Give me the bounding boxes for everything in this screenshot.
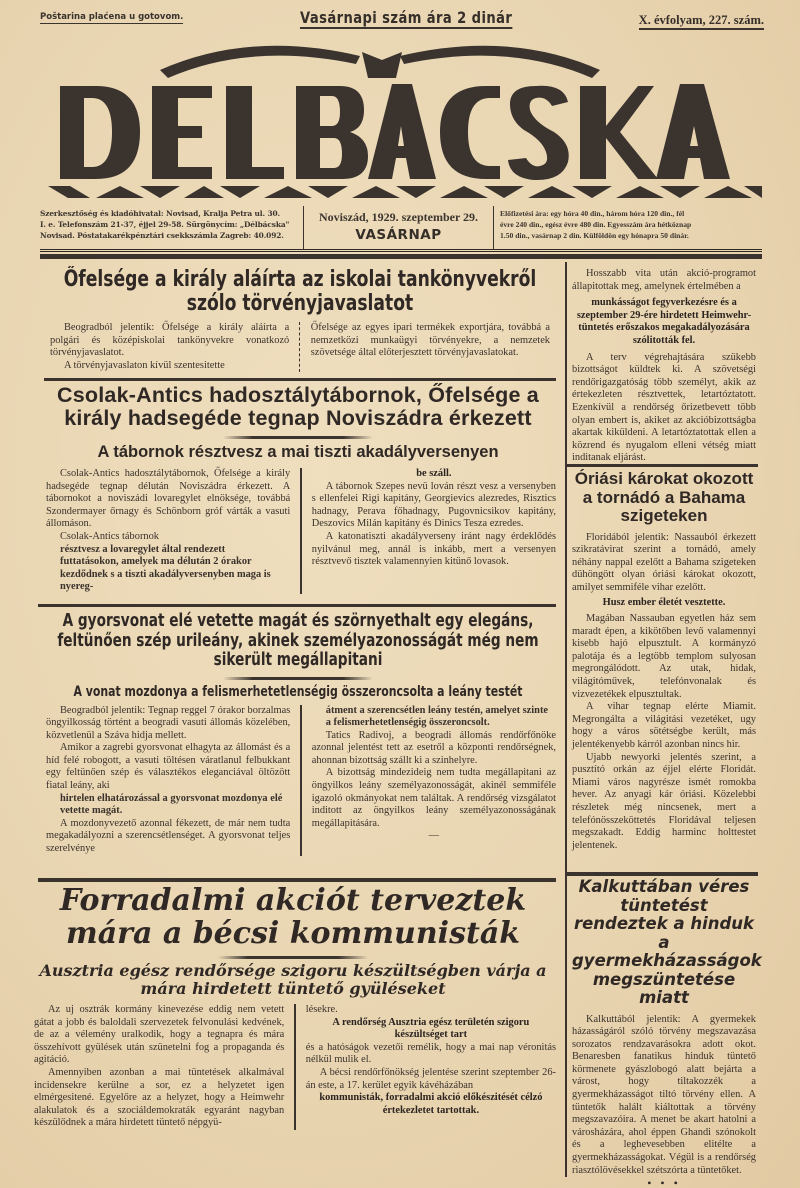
paragraph: Őfelsége az egyes ipari termékek exportjára, továbbá a nemzetközi munkaügyi törvényekre, a nemzetek szövetsége által előterjesztett törvényjavaslatokat.: [310, 322, 550, 359]
paragraph: A tábornok Szepes nevü lován részt vesz a versenyben s ellenfelei Rigi kapitány, Georgievics alezredes, Risztics hadnagy, Perava főhadnagy, Pugovnicsikov kapitány, Deszovics Milán kapitány és Dinics Tesza ezredes.: [311, 480, 556, 530]
paragraph: Hosszabb vita után akció-programot állapitottak meg, amelynek értelmében a: [572, 268, 756, 292]
column-divider: [565, 262, 567, 1177]
highlighted-paragraph: hirtelen elhatározással a gyorsvonat mozdonya elé vetette magát.: [60, 792, 283, 817]
column-separator: [299, 322, 301, 372]
paragraph: Ujabb newyorki jelentés szerint, a pusztító orkán az éjjel elérte Floridát. Miami város nagyrésze ismét romokba hever. Az anyagi kár óriási. Közelebbi részletek még nincsenek, mert a telefónösszeköttetés Floridával teljesen megszakadt. Eddig harminc holttestet jelentenek.: [572, 751, 756, 851]
paragraph: Magában Nassauban egyetlen ház sem maradt épen, a kikötőben levő valamennyi kisebb hajó elpusztult. A kormányzó palotája és a legtöbb templom sulyosan megrongálódott. Az utak, hidak, világitóművek, telefónvonalak és vizvezetékek elpusztultak.: [572, 613, 756, 700]
paragraph: A törvényjavaslaton kívül szentesitette: [64, 359, 225, 371]
article-calcutta: [572, 877, 762, 1188]
headline: Forradalmi akciót terveztek mára a bécsi kommunisták: [59, 883, 527, 951]
header-divider: [40, 254, 762, 259]
headline: Óriási károkat okozott a tornádó a Bahama szigeteken: [574, 469, 754, 525]
article-body: [40, 705, 556, 856]
subscription-line: 1.50 din., vasárnap 2 din. Külföldön egy hónapra 50 dinár.: [500, 231, 689, 240]
highlighted-paragraph: résztvesz a lovaregylet által rendezett futtatásokon, amelyek ma délután 2 órakor kezdődnek s a tiszti akadályversenyben maga is nyereg-: [60, 543, 271, 593]
editorial-address: Szerkesztőség és kiadóhivatal: Novisad, Kralja Petra ul. 30.: [40, 209, 280, 218]
divider: [44, 378, 556, 381]
paragraph: Amikor a zagrebi gyorsvonat elhagyta az állomást és a híd felé robogott, a vasuti töltésen váratlanul felbukkant egy feltünően szép és választékos eleganciával öltözött fiatal leány, aki: [46, 742, 291, 792]
paragraph: Floridából jelentik: Nassauból érkezett szikratávirat szerint a tornádó, amely néhány nappal ezelőtt a Bahama szigeteken dühöngött olyan óriási károkat okozott, amilyet semmiféle vihar ezelőtt.: [572, 531, 756, 593]
issue-date: Noviszád, 1929. szeptember 29.: [318, 210, 479, 224]
info-bar: [40, 206, 762, 252]
article-bahamas: [572, 470, 756, 852]
highlighted-paragraph: kommunisták, forradalmi akció előkészitését célzó értekezletet tartottak.: [319, 1092, 543, 1116]
editorial-phone: I. e. Telefonszám 21-37, éjjel 29-58. Sürgönycím: „Délbácska": [40, 220, 290, 229]
paragraph: A bécsi rendőrfőnökség jelentése szerint szeptember 26-án este, a 17. kerület egyik kávéházában: [305, 1066, 556, 1091]
highlighted-paragraph: A rendőrség Ausztria egész területén szigoru készültséget tart: [332, 1016, 530, 1041]
divider: [223, 436, 373, 439]
masthead: [40, 34, 766, 202]
masthead-logo: [40, 34, 766, 202]
paragraph: Kalkuttából jelentik: A gyermekek házasságáról szóló törvény megszavazása sorozatos rendzavarásokra adott okot. Benaresben fanatikus hinduk tüntető körmenete gyászlobogó alatt bejárta a várost, hogy tiltakozzék a gyermekházasságot tiltó törvény ellen. A tüntetők halált kiáltottak a törvény megszavazóira. A menet be akart hatolni a városházára, ahol éppen Ghandi szónokolt és a leghevesebben elitélte a gyermekházasságokat. Végül is a rendőrség riasztólövésekkel szétszórta a tüntetőket.: [572, 1013, 756, 1176]
paragraph: Csolak-Antics tábornok: [60, 530, 159, 542]
article-general: [40, 384, 556, 594]
paragraph: A bizottság mindezideig nem tudta megállapitani az öngyilkos leány személyazonosságát, akinél semmiféle igazoló okmányokat nem találtak. A rendőrség vizsgálatot inditott az öngyilkos leány személyazonosságának megállapitására.: [311, 767, 556, 829]
highlighted-paragraph: Husz ember életét vesztette.: [602, 597, 726, 609]
column-separator: [300, 705, 302, 856]
paragraph: Beogradból jelentik: Őfelsége a király aláírta a polgári és középiskolai tankönyvekre vonatkozó törvényjavaslatot.: [50, 322, 290, 359]
divider: [566, 872, 758, 876]
paragraph: Tatics Radivoj, a beogradi állomás rendőrfőnöke azonnal jelentést tett az esetről a központi rendőrségnek, ahonnan bizottság szállt ki a szinhelyre.: [311, 729, 556, 766]
subscription-line: évre 240 din., egész évre 480 din. Egyesszám ára hétköznap: [500, 220, 692, 229]
end-mark: —: [428, 830, 440, 842]
subheadline: A vonat mozdonya a felismerhetetlenségig összeroncsolta a leány testét: [73, 683, 523, 700]
column-separator: [294, 1004, 296, 1130]
subscription-info: [494, 206, 762, 249]
highlighted-paragraph: be száll.: [416, 468, 452, 479]
paragraph: A terv végrehajtására szükebb bizottságot küldtek ki. A szövetségi rendőrigazgatóság több személyt, akik az értekezleten résztvettek, letartóztatott. Ezenkívül a rendőrség őrizetbevett több olyan embert is, akiket az akcióbizottságba akartak kiküldeni. A letartóztatottak ellen a közrend és nyugalom elleni vétség miatt inditanak eljárást.: [572, 351, 756, 464]
article-king-law: [50, 268, 550, 372]
subscription-line: Előfizetési ára: egy hóra 40 din., három hóra 120 din., fél: [500, 209, 685, 218]
divider: [38, 604, 556, 607]
paragraph: lésekre.: [305, 1004, 338, 1015]
divider: [223, 677, 373, 680]
editorial-info: [40, 206, 304, 249]
issue-number: X. évfolyam, 227. szám.: [639, 13, 764, 30]
paragraph: A katonatiszti akadályverseny iránt nagy érdeklődés nyilvánul meg, annál is inkább, mert a versenyen résztvevő tisztek valamennyien kitünő lovasok.: [311, 530, 556, 568]
article-body: [40, 468, 556, 594]
column-separator: [300, 468, 302, 594]
divider: [38, 878, 556, 882]
price-note: Vasárnapi szám ára 2 dinár: [300, 8, 513, 27]
headline: A gyorsvonat elé vetette magát és szörnyethalt egy elegáns, feltünően szép urileány, akinek személyazonosságát még nem sikerült megállapitani: [57, 611, 539, 670]
subheadline: A tábornok résztvesz a mai tiszti akadályversenyen: [97, 443, 499, 461]
article-communists: [30, 884, 556, 1130]
end-mark: • • •: [647, 1176, 681, 1188]
article-body: [50, 322, 550, 372]
divider: [566, 464, 758, 467]
article-austria-continued: [572, 268, 756, 465]
paragraph: Amennyiben azonban a mai tüntetések alkalmával incidensekre kerülne a sor, ez a helyzetet igen elmérgesitené. Egyelőre az a helyzet, hogy a Heimwehr alakulatok és a szociáldemokraták egyaránt nagyban készülődnek a mára hirdetett tüntető népgyü-: [34, 1066, 285, 1129]
paragraph: Az uj osztrák kormány kinevezése eddig nem vetett gátat a jobb és baloldali szervezetek felvonulási kedvének, de az a vélemény uralkodik, hogy a tegnapra és mára összehívott gyülések után szünetelni fog a propaganda és agitáció.: [34, 1004, 285, 1066]
headline: Őfelsége a király aláírta az iskolai tankönyvekről szólo törvényjavaslatot: [63, 267, 537, 316]
paragraph: és a hatóságok vezetői remélik, hogy a mai nap véronitás nélkül mulik el.: [305, 1041, 556, 1066]
editorial-account: Novisad. Póstatakarékpénztári csekkszámla Zagreb: 40.092.: [40, 231, 284, 240]
paragraph: A mozdonyvezető azonnal fékezett, de már nem tudta megakadályozni a szerencsétlenséget. A gyorsvonat teljes szerelvénye: [46, 817, 291, 855]
highlighted-paragraph: átment a szerencsétlen leány testén, amelyet szinte a felismerhetetlenségig összeroncsolt.: [325, 704, 549, 729]
headline: Csolak-Antics hadosztálytábornok, Őfelsége a király hadsegéde tegnap Noviszádra érkezett: [57, 383, 539, 430]
dateline: [304, 206, 494, 249]
postage-note: Poštarina plaćena u gotovom.: [40, 12, 184, 22]
paragraph: Beogradból jelentik: Tegnap reggel 7 órakor borzalmas öngyilkosság történt a beogradi vasuti állomás közelében, közvetlenül a Száva hidja mellett.: [46, 704, 291, 741]
article-body: [572, 1014, 756, 1188]
issue-day: VASÁRNAP: [355, 227, 442, 243]
article-body: [572, 532, 756, 853]
headline: Kalkuttában véres tüntetést rendeztek a hinduk a gyermekházasságok megszüntetése miatt: [572, 877, 762, 1007]
paragraph: Csolak-Antics hadosztálytábornok, Őfelsége a király hadsegéde tegnap délután Noviszádra érkezett. A tábornokot a noviszádi lovaregylet elnöksége, továbbá Szondermayer őrnagy és Schönborn gróf várták a vasuti állomáson.: [46, 468, 291, 530]
article-train: [40, 612, 556, 856]
divider: [218, 956, 368, 959]
subheadline: Ausztria egész rendőrsége szigoru készültségben várja a mára hirdetett tüntető gyüléseket: [39, 961, 547, 998]
top-line: [40, 8, 764, 32]
paragraph: A vihar tegnap elérte Miamit. Megrongálta a világitási vezetéket, ugy hogy a város sötétségbe került, más jelentékenyebb kárról azonban nincs hir.: [572, 701, 756, 750]
article-body: [30, 1004, 556, 1130]
highlighted-paragraph: munkásságot fegyverkezésre és a szeptember 29-ére hirdetett Heimwehr-tüntetés erőszakos megakadályozására szólitották fel.: [576, 297, 752, 346]
